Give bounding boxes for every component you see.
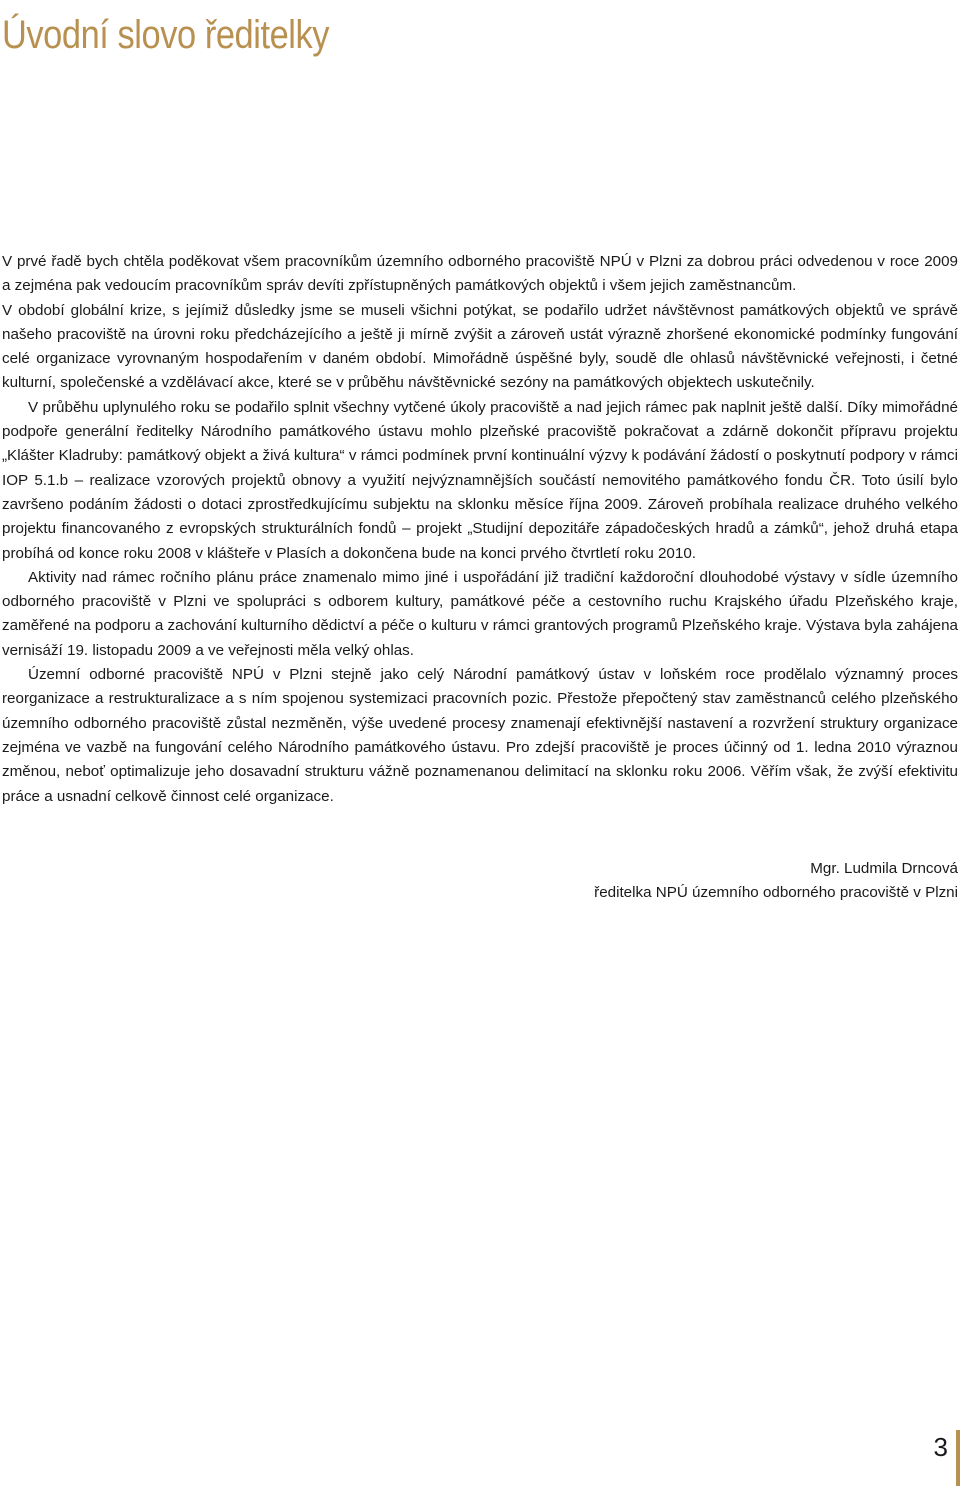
- page-number-rule: [956, 1430, 960, 1486]
- signature: [594, 857, 958, 906]
- page-number: 3: [933, 1432, 948, 1462]
- paragraph-thanks: V prvé řadě bych chtěla poděkovat všem pracovníkům územního odborného pracoviště NPÚ v Plzni za dobrou práci odvedenou v roce 2009 a zejména pak vedoucím pracovníkům správ devíti zpřístupněných památkových objektů i všem jejich zaměstnancům.: [2, 253, 958, 295]
- signature-name: Mgr. Ludmila Drncová: [810, 860, 958, 877]
- body-text: [2, 250, 958, 809]
- paragraph-projects: V průběhu uplynulého roku se podařilo splnit všechny vytčené úkoly pracoviště a nad jejich rámec pak naplnit ještě další. Díky mimořádné podpoře generální ředitelky Národního památkového ústavu mohlo plzeňské pracoviště pokračovat a zdárně dokončit přípravu projektu „Klášter Kladruby: památkový objekt a živá kultura“ v rámci podmínek první kontinuální výzvy k podávání žádostí o poskytnutí podpory v rámci IOP 5.1.b – realizace vzorových projektů obnovy a využití nejvýznamnějších součástí nemovitého památkového fondu ČR. Toto úsilí bylo završeno podáním žádosti o dotaci zprostředkujícímu subjektu na sklonku měsíce října 2009. Zároveň probíhala realizace druhého velkého projektu financovaného z evropských strukturálních fondů – projekt „Studijní depozitáře západočeských hradů a zámků“, jehož druhá etapa probíhá od konce roku 2008 v klášteře v Plasích a dokončena bude na konci prvého čtvrtletí roku 2010.: [2, 398, 958, 562]
- paragraph-reorganization: Územní odborné pracoviště NPÚ v Plzni stejně jako celý Národní památkový ústav v loňském roce prodělalo významný proces reorganizace a restrukturalizace a s ním spojenou systemizaci pracovních pozic. Přestože přepočtený stav zaměstnanců celého plzeňského územního odborného pracoviště zůstal nezměněn, výše uvedené procesy znamenají efektivnější nastavení a rozvržení struktury organizace zejména ve vazbě na fungování celého Národního památkového ústavu. Pro zdejší pracoviště je proces účinný od 1. ledna 2010 výraznou změnou, neboť optimalizuje jeho dosavadní strukturu vážně poznamenanou delimitací na sklonku roku 2006. Věřím však, že zvýší efektivitu práce a usnadní celkově činnost celé organizace.: [2, 666, 958, 805]
- signature-role: ředitelka NPÚ územního odborného pracoviště v Plzni: [594, 884, 958, 902]
- page-title: Úvodní slovo ředitelky: [2, 13, 330, 57]
- paragraph-exhibition: Aktivity nad rámec ročního plánu práce znamenalo mimo jiné i uspořádání již tradiční každoroční dlouhodobé výstavy v sídle územního odborného pracoviště v Plzni ve spolupráci s odborem kultury, památkové péče a cestovního ruchu Krajského úřadu Plzeňského kraje, zaměřené na podporu a zachování kulturního dědictví a péče o kulturu v rámci grantových programů Plzeňského kraje. Výstava byla zahájena vernisáží 19. listopadu 2009 a ve veřejnosti měla velký ohlas.: [2, 568, 958, 659]
- paragraph-crisis: V období globální krize, s jejímiž důsledky jsme se museli všichni potýkat, se podařilo udržet návštěvnost památkových objektů ve správě našeho pracoviště na úrovni roku předcházejícího a ještě ji mírně zvýšit a zároveň ustát výrazně zhoršené ekonomické podmínky fungování celé organizace vyrovnaným hospodařením v daném období. Mimořádně úspěšné byly, soudě dle ohlasů návštěvnické veřejnosti, i četné kulturní, společenské a vzdělávací akce, které se v průběhu návštěvnické sezóny na památkových objektech uskutečnily.: [2, 301, 958, 392]
